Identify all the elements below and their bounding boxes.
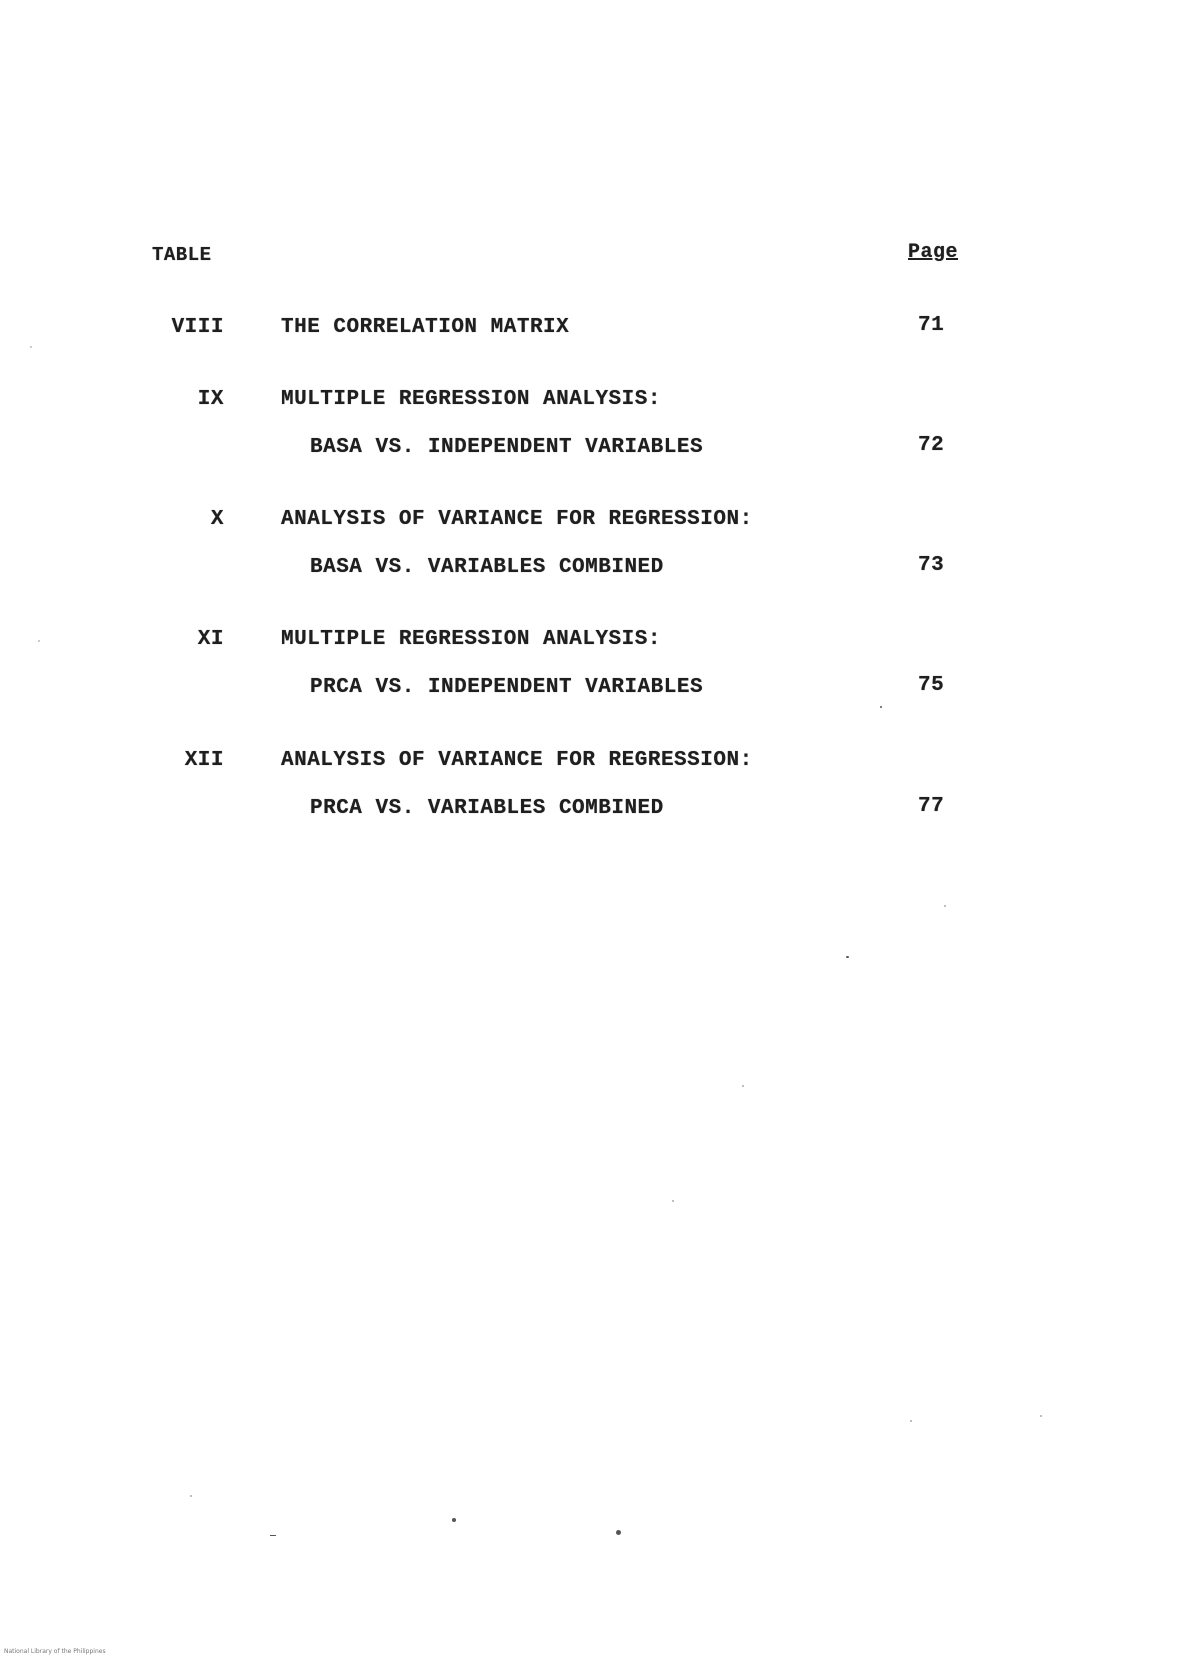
scan-speck bbox=[270, 1535, 276, 1536]
entry-numeral: XII bbox=[184, 749, 224, 772]
scan-speck bbox=[944, 905, 946, 907]
scan-footer-note: National Library of the Philippines bbox=[4, 1648, 106, 1655]
entry-title: ANALYSIS OF VARIANCE FOR REGRESSION: bbox=[281, 508, 753, 531]
scan-speck bbox=[452, 1518, 456, 1522]
entry-numeral: IX bbox=[197, 388, 224, 411]
entry-title: THE CORRELATION MATRIX bbox=[281, 316, 570, 339]
entry-page-number: 77 bbox=[918, 795, 945, 818]
entry-numeral: XI bbox=[197, 628, 224, 651]
entry-subtitle: PRCA VS. INDEPENDENT VARIABLES bbox=[310, 676, 704, 699]
entry-page-number: 72 bbox=[918, 434, 945, 457]
scan-speck bbox=[880, 706, 882, 708]
entry-title: ANALYSIS OF VARIANCE FOR REGRESSION: bbox=[281, 749, 753, 772]
entry-subtitle: PRCA VS. VARIABLES COMBINED bbox=[310, 797, 664, 820]
entry-title: MULTIPLE REGRESSION ANALYSIS: bbox=[281, 628, 661, 651]
scan-speck bbox=[616, 1530, 621, 1535]
scan-speck bbox=[846, 956, 849, 958]
scan-speck bbox=[38, 640, 40, 642]
entry-numeral: X bbox=[210, 508, 224, 531]
scan-speck bbox=[1040, 1415, 1042, 1417]
entry-subtitle: BASA VS. INDEPENDENT VARIABLES bbox=[310, 436, 704, 459]
page-column-header: Page bbox=[908, 241, 959, 264]
table-column-header: TABLE bbox=[152, 244, 212, 266]
entry-page-number: 75 bbox=[918, 674, 945, 697]
scan-speck bbox=[672, 1200, 674, 1202]
entry-page-number: 73 bbox=[918, 554, 945, 577]
entry-page-number: 71 bbox=[918, 314, 945, 337]
entry-title: MULTIPLE REGRESSION ANALYSIS: bbox=[281, 388, 661, 411]
scan-speck bbox=[910, 1420, 912, 1422]
scan-speck bbox=[742, 1085, 744, 1087]
entry-subtitle: BASA VS. VARIABLES COMBINED bbox=[310, 556, 664, 579]
entry-numeral: VIII bbox=[171, 316, 224, 339]
scan-speck bbox=[190, 1495, 192, 1497]
scan-speck bbox=[30, 346, 32, 348]
